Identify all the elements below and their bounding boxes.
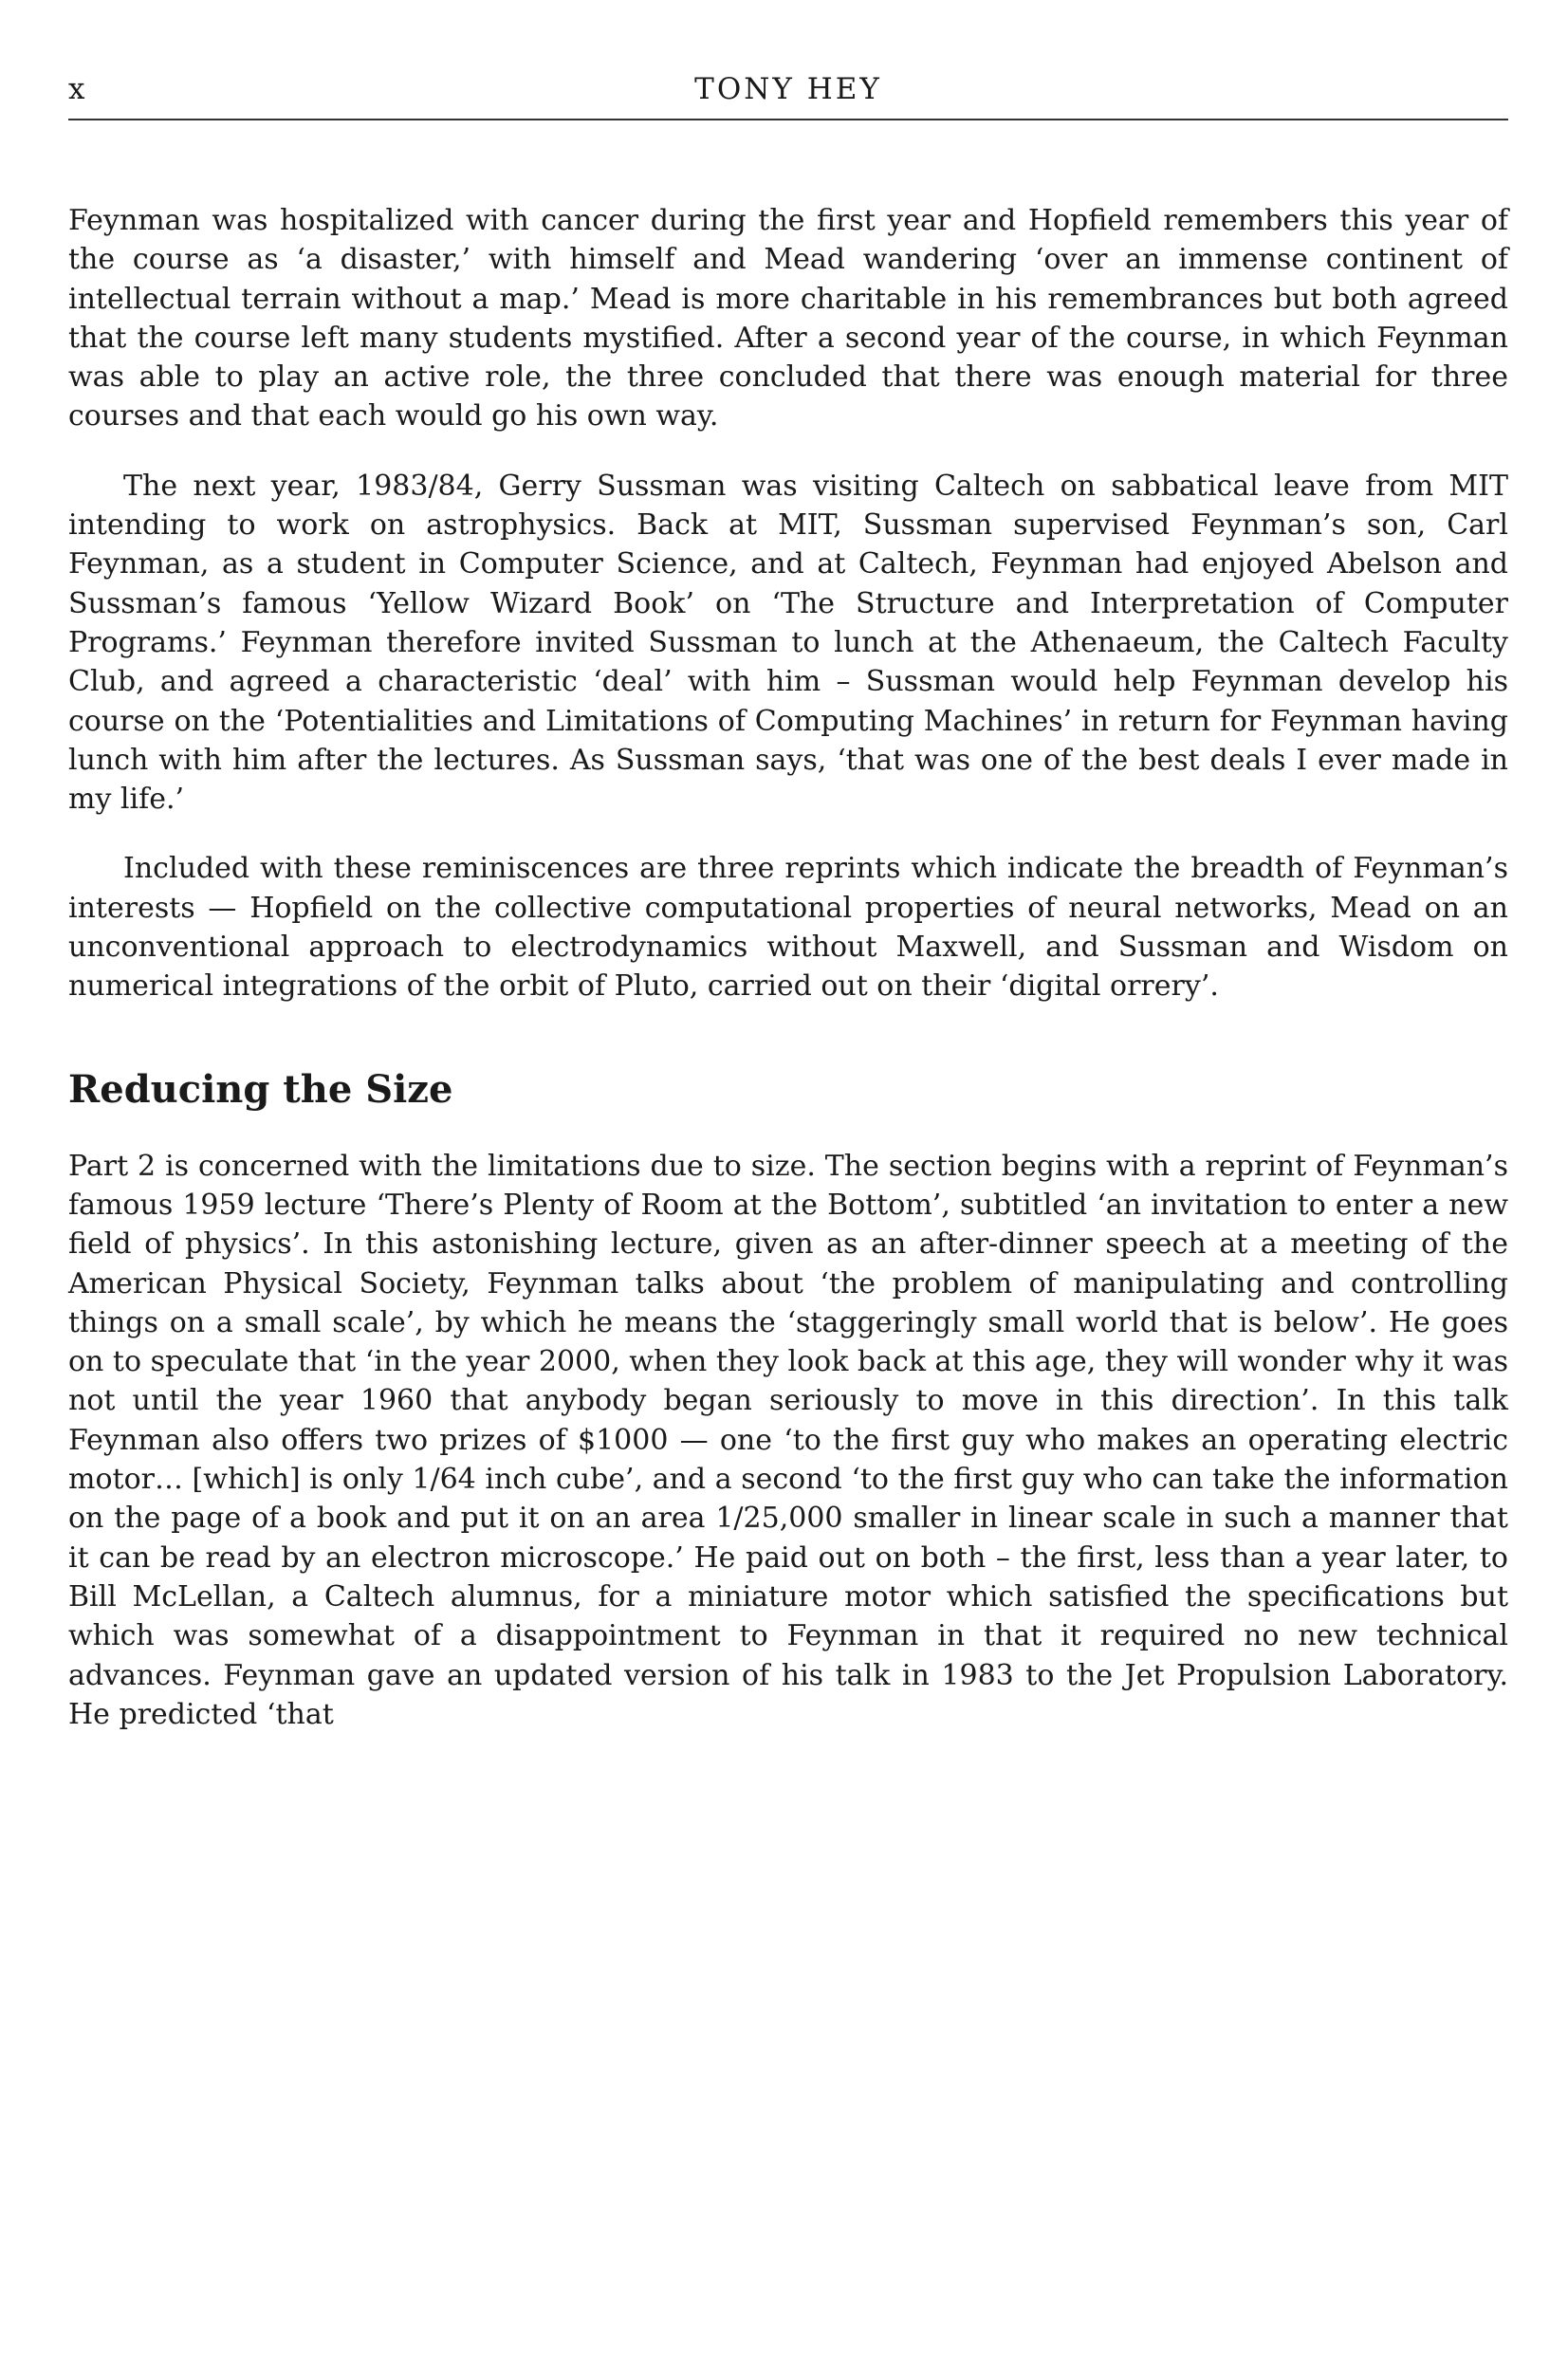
paragraph-gap (68, 436, 1508, 467)
body-text (68, 201, 1508, 1734)
section-heading: Reducing the Size (68, 1066, 453, 1112)
header-rule (68, 119, 1508, 120)
running-head (68, 68, 1508, 118)
paragraph-reducing-size: Part 2 is concerned with the limitations due to size. The section begins with a reprint of Feynman’s famous 1959 lecture ‘There’s Plenty of Room at the Bottom’, subtitled ‘an invitation to enter a new field of physics’. In this astonishing lecture, given as an after-dinner speech at a meeting of the American Physical Society, Feynman talks about ‘the problem of manipulating and controlling things on a small scale’, by which he means the ‘staggeringly small world that is below’. He goes on to speculate that ‘in the year 2000, when they look back at this age, they will wonder why it was not until the year 1960 that anybody began seriously to move in this direction’. In this talk Feynman also offers two prizes of $1000 — one ‘to the first guy who makes an operating electric motor… [which] is only 1/64 inch cube’, and a second ‘to the first guy who can take the information on the page of a book and put it on an area 1/25,000 smaller in linear scale in such a manner that it can be read by an electron microscope.’ He paid out on both – the first, less than a year later, to Bill McLellan, a Caltech alumnus, for a miniature motor which satisfied the specifications but which was somewhat of a disappointment to Feynman in that it required no new technical advances. Feynman gave an updated version of his talk in 1983 to the Jet Propulsion Laboratory. He predicted ‘that (68, 1149, 1508, 1731)
page-number: x (68, 72, 86, 106)
paragraph-course-history: Feynman was hospitalized with cancer during the first year and Hopfield remembers this year of the course as ‘a disaster,’ with himself and Mead wandering ‘over an immense continent of intellectual terrain without a map.’ Mead is more charitable in his remembrances but both agreed that the course left many students mystified. After a second year of the course, in which Feynman was able to play an active role, the three concluded that there was enough material for three courses and that each would go his own way. (68, 204, 1508, 433)
paragraph-reprints: Included with these reminiscences are three reprints which indicate the breadth of Feynman’s interests — Hopfield on the collective computational properties of neural networks, Mead on an unconventional approach to electrodynamics without Maxwell, and Sussman and Wisdom on numerical integrations of the orbit of Pluto, carried out on their ‘digital orrery’. (68, 852, 1508, 1004)
paragraph-gap (68, 819, 1508, 849)
running-head-title: TONY HEY (694, 72, 882, 106)
paragraph-sussman: The next year, 1983/84, Gerry Sussman was visiting Caltech on sabbatical leave from MIT intending to work on astrophysics. Back at MIT, Sussman supervised Feynman’s son, Carl Feynman, as a student in Computer Science, and at Caltech, Feynman had enjoyed Abelson and Sussman’s famous ‘Yellow Wizard Book’ on ‘The Structure and Interpretation of Computer Programs.’ Feynman therefore invited Sussman to lunch at the Athenaeum, the Caltech Faculty Club, and agreed a characteristic ‘deal’ with him – Sussman would help Feynman develop his course on the ‘Potentialities and Limitations of Computing Machines’ in return for Feynman having lunch with him after the lectures. As Sussman says, ‘that was one of the best deals I ever made in my life.’ (68, 469, 1508, 817)
